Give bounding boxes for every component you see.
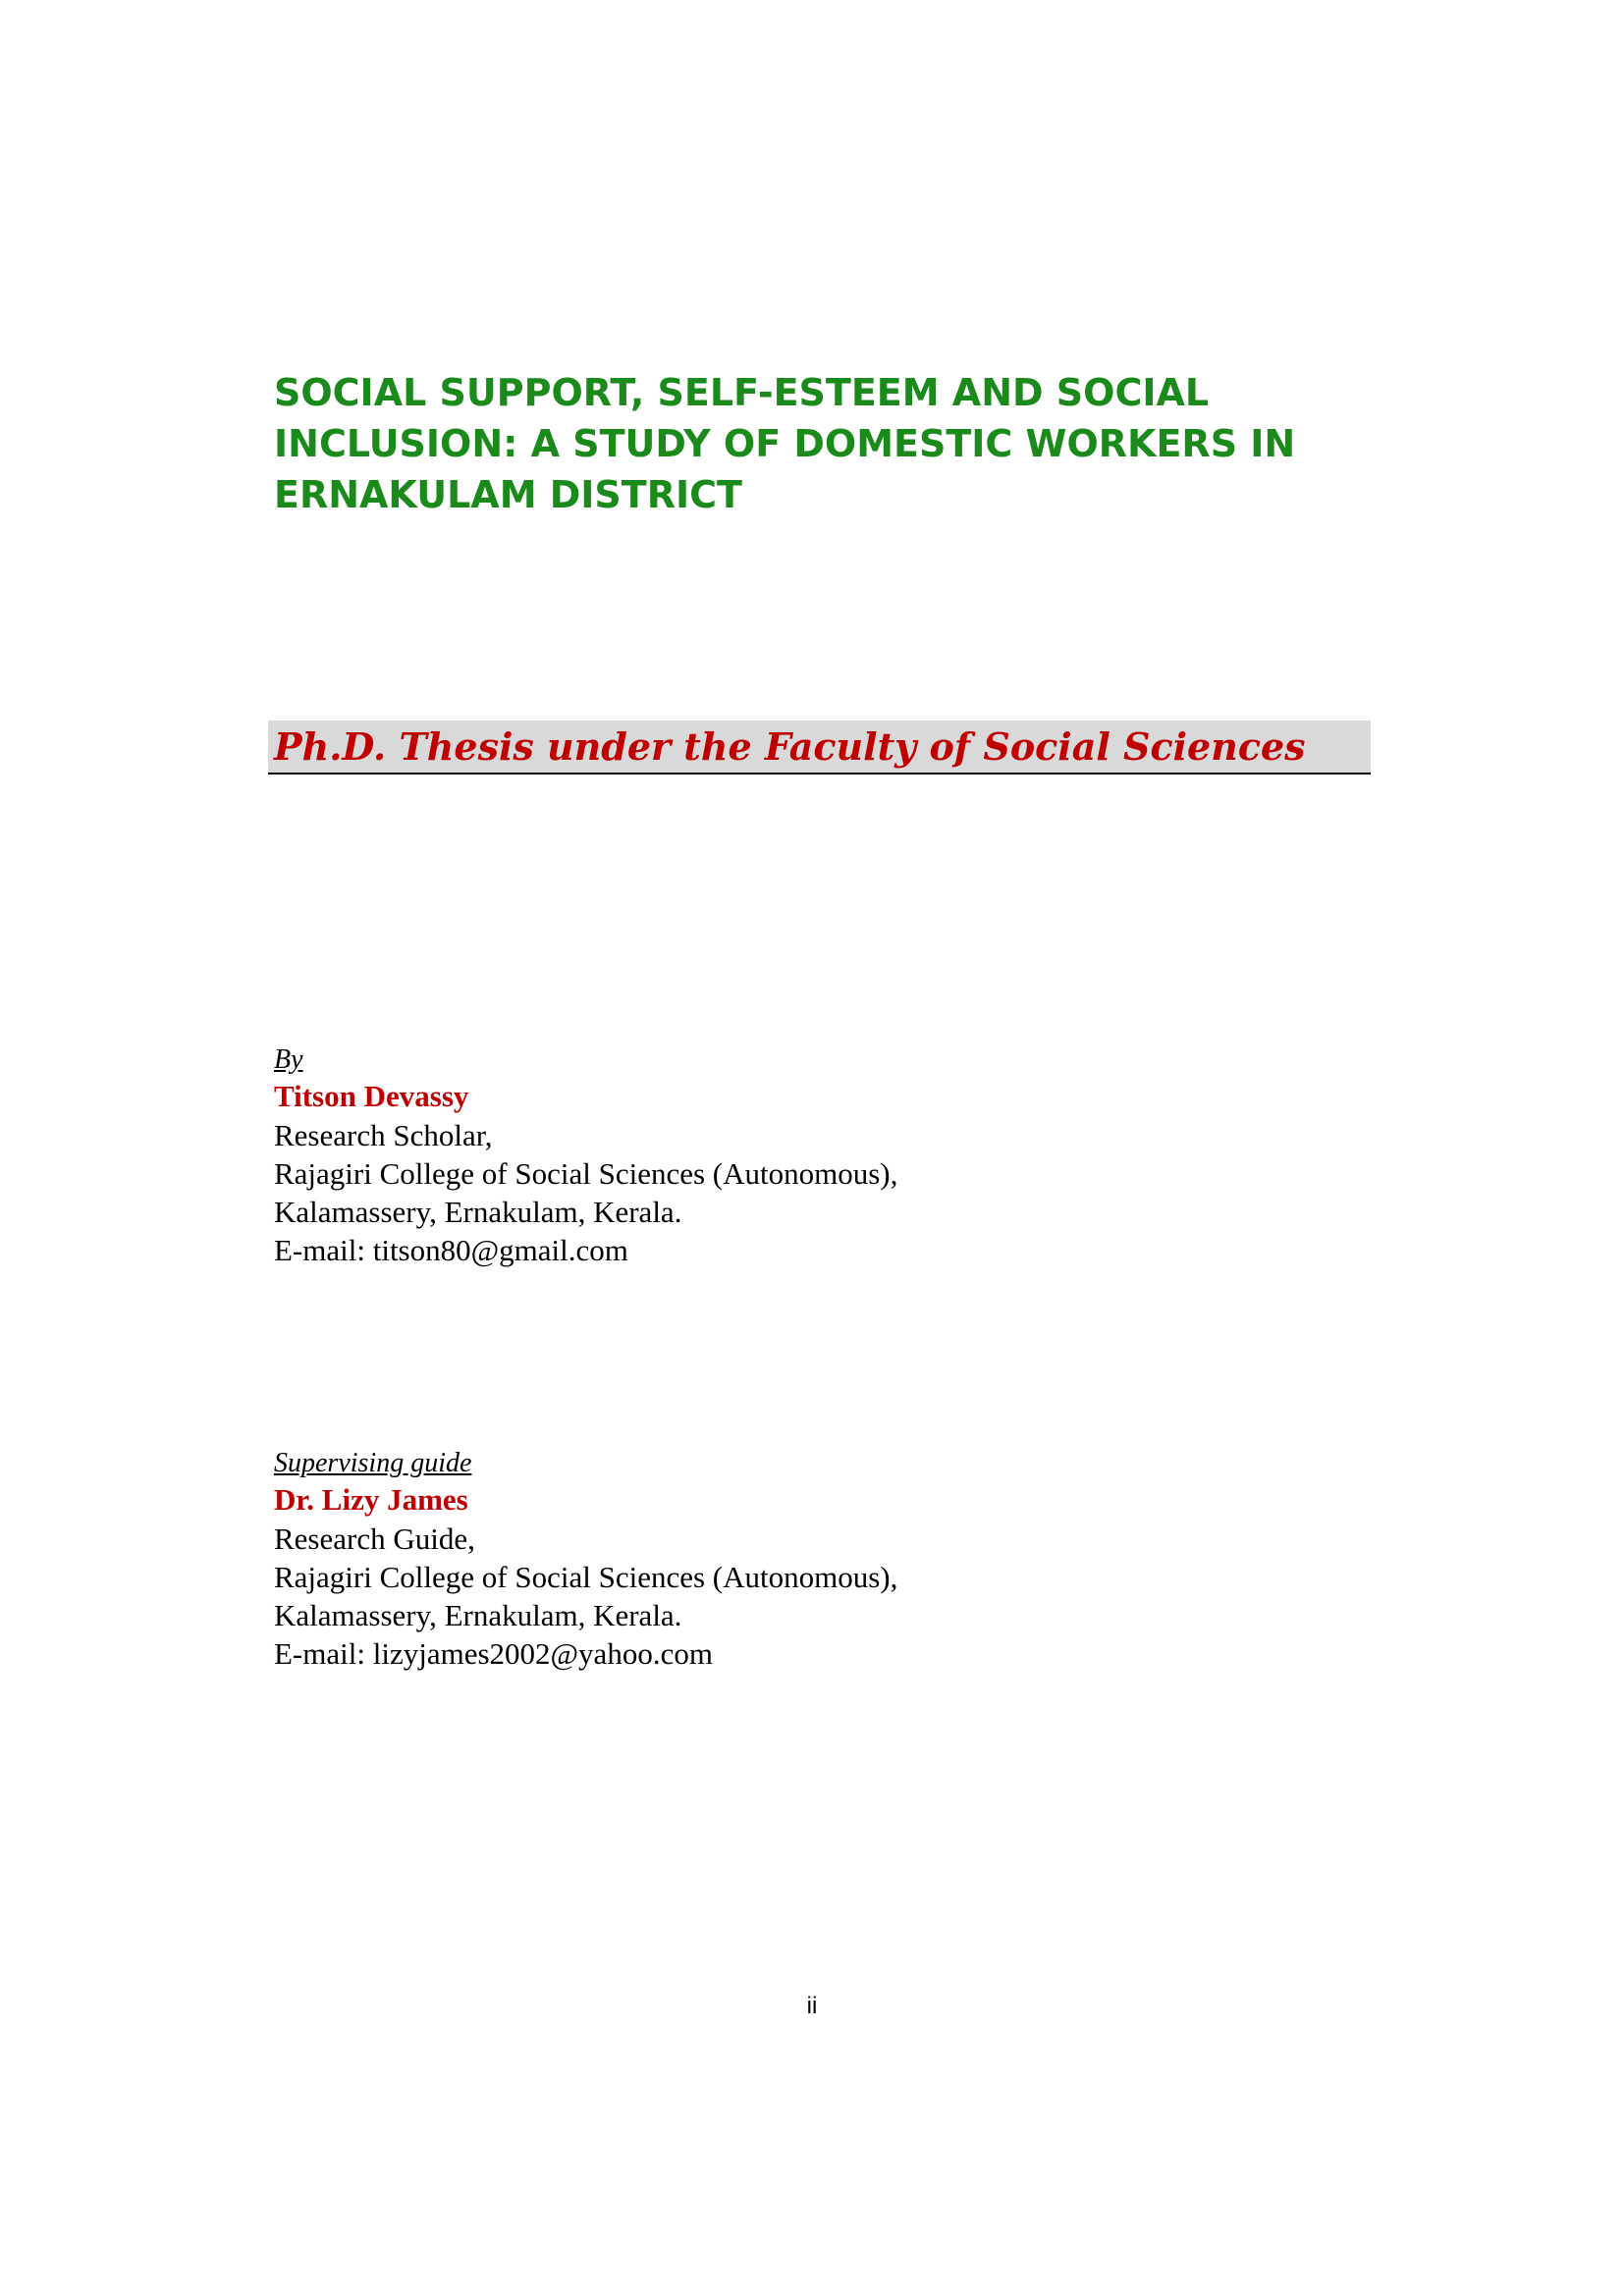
faculty-banner <box>268 721 1371 774</box>
author-designation: Research Scholar, <box>274 1118 493 1152</box>
thesis-title <box>274 367 1374 520</box>
guide-location: Kalamassery, Ernakulam, Kerala. <box>274 1598 682 1632</box>
guide-designation: Research Guide, <box>274 1522 475 1556</box>
page-number: ii <box>806 1993 818 2019</box>
faculty-banner-text: Ph.D. Thesis under the Faculty of Social Sciences <box>274 724 1306 769</box>
guide-label: Supervising guide <box>274 1448 472 1478</box>
guide-name: Dr. Lizy James <box>274 1482 468 1517</box>
guide-block <box>274 1447 1354 1673</box>
author-email: E-mail: titson80@gmail.com <box>274 1233 628 1267</box>
thesis-title-line-3: ERNAKULAM DISTRICT <box>274 473 742 516</box>
author-location: Kalamassery, Ernakulam, Kerala. <box>274 1195 682 1229</box>
guide-email: E-mail: lizyjames2002@yahoo.com <box>274 1636 713 1671</box>
author-institution: Rajagiri College of Social Sciences (Autonomous), <box>274 1156 898 1191</box>
thesis-title-line-2: INCLUSION: A STUDY OF DOMESTIC WORKERS IN <box>274 422 1296 465</box>
thesis-title-line-1: SOCIAL SUPPORT, SELF-ESTEEM AND SOCIAL <box>274 371 1210 414</box>
author-label: By <box>274 1044 303 1075</box>
author-name: Titson Devassy <box>274 1079 469 1113</box>
guide-institution: Rajagiri College of Social Sciences (Autonomous), <box>274 1560 898 1594</box>
author-block <box>274 1043 1354 1269</box>
